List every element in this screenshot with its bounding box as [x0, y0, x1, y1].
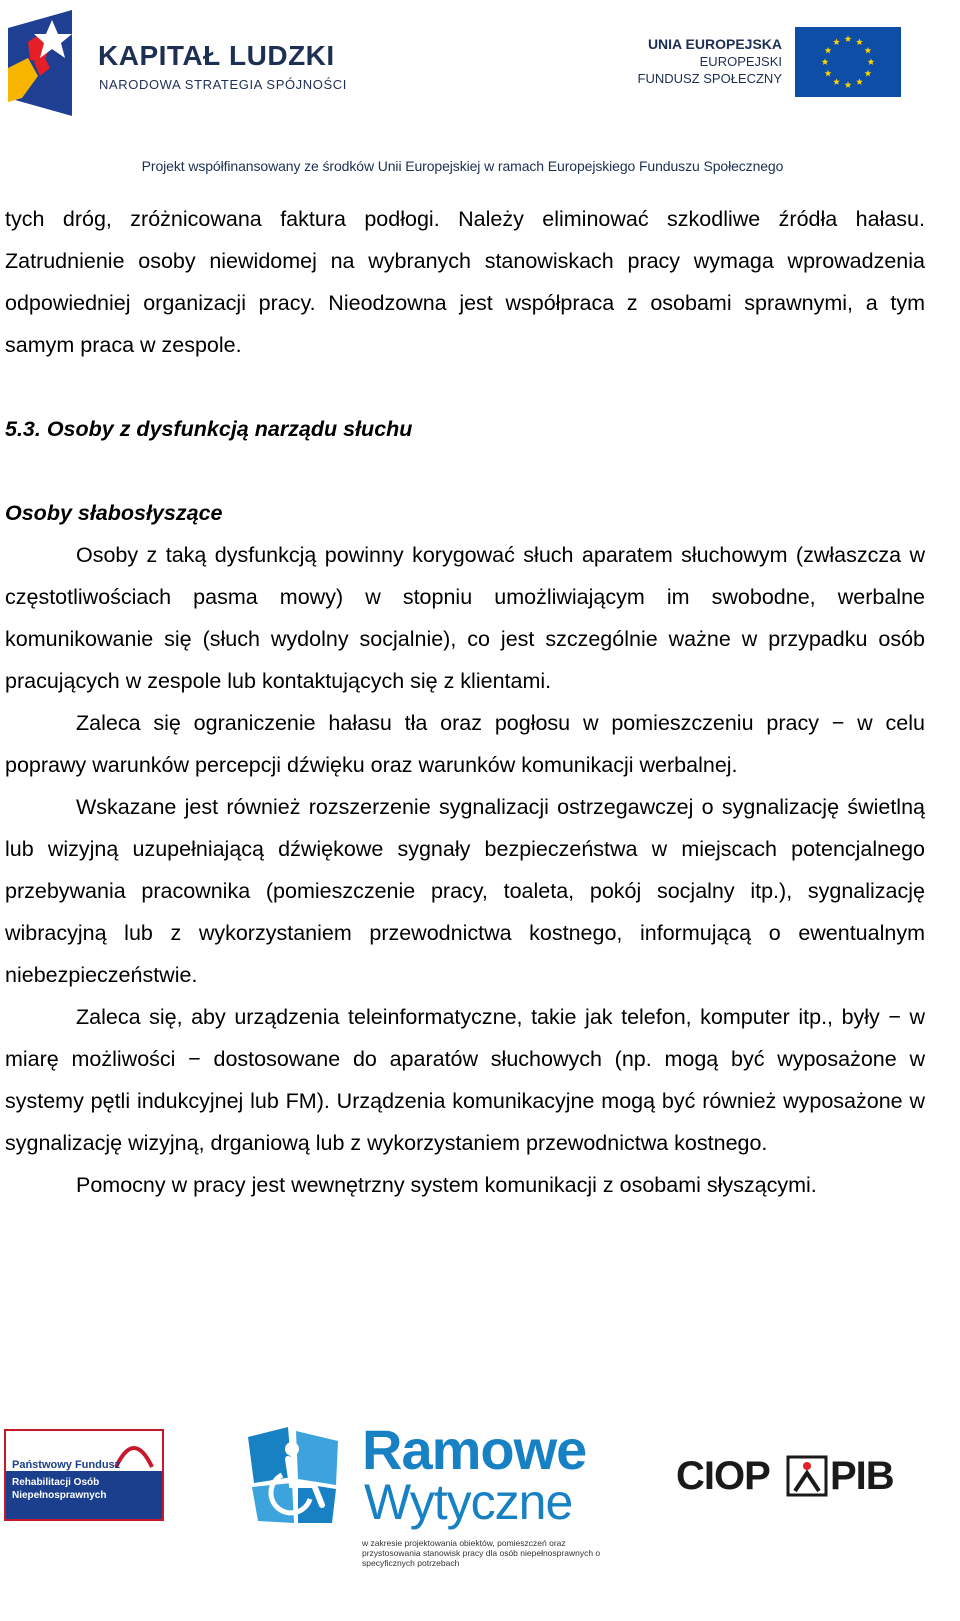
paragraph-devices: Zaleca się, aby urządzenia teleinformatyczne, takie jak telefon, komputer itp., były − w miarę możliwości − dostosowane do aparatów słuchowych (np. mogą być wyposażone w systemy pętli indukcyjnej lub FM). Urządzenia komunikacyjne mogą być również wyposażone w sygnalizację wizyjną, drganiową lub z wykorzystaniem przewodnictwa kostnego. — [5, 1005, 925, 1155]
pfron-line-2-3 — [12, 1476, 106, 1502]
paragraph-noise-reduction: Zaleca się ograniczenie hałasu tła oraz pogłosu w pomieszczeniu pracy − w celu poprawy warunków percepcji dźwięku oraz warunków komunikacji werbalnej. — [5, 711, 925, 777]
ciop-text: CIOP — [676, 1454, 770, 1498]
paragraph-continuation: tych dróg, zróżnicowana faktura podłogi. Należy eliminować szkodliwe źródła hałasu. Zatrudnienie osoby niewidomej na wybranych stanowiskach pracy wymaga wprowadzenia odpowiedniej organizacji pracy. Nieodzowna jest współpraca z osobami sprawnymi, a tym samym praca w zespole. — [5, 207, 925, 357]
ramowe-wytyczne-note: w zakresie projektowania obiektów, pomieszczeń oraz przystosowania stanowisk pracy dla osób niepełnosprawnych o specyficznych potrzebach — [362, 1538, 601, 1568]
pfron-line-2: Rehabilitacji Osób — [12, 1477, 100, 1488]
pib-text: PIB — [830, 1454, 894, 1498]
document-body — [5, 198, 925, 1206]
sub-heading: Osoby słabosłyszące — [5, 501, 223, 525]
pfron-logo — [4, 1429, 164, 1521]
paragraph-hearing-aids: Osoby z taką dysfunkcją powinny korygować słuch aparatem słuchowym (zwłaszcza w częstotliwościach pasma mowy) w stopniu umożliwiającym im swobodne, werbalne komunikowanie się (słuch wydolny socjalnie), co jest szczególnie ważne w przypadku osób pracujących w zespole lub kontaktujących się z klientami. — [5, 543, 925, 693]
eu-line-1: UNIA EUROPEJSKA — [647, 36, 782, 52]
section-heading: 5.3. Osoby z dysfunkcją narządu słuchu — [5, 417, 413, 441]
eu-flag-icon — [795, 27, 901, 97]
pfron-line-3: Niepełnosprawnych — [12, 1490, 107, 1501]
ramowe-title: Ramowe — [362, 1418, 587, 1481]
paragraph-communication-system: Pomocny w pracy jest wewnętrzny system komunikacji z osobami słyszącymi. — [76, 1173, 817, 1197]
eu-line-3: FUNDUSZ SPOŁECZNY — [637, 71, 782, 86]
kapital-ludzki-subtitle: NARODOWA STRATEGIA SPÓJNOŚCI — [99, 77, 347, 92]
eu-line-2: EUROPEJSKI — [699, 54, 782, 69]
wytyczne-title: Wytyczne — [364, 1474, 573, 1530]
eu-fund-text — [628, 36, 782, 87]
ciop-person-icon — [786, 1455, 828, 1497]
kapital-ludzki-title: KAPITAŁ LUDZKI — [98, 40, 335, 71]
ramowe-wytyczne-wheelchair-icon — [248, 1427, 344, 1523]
project-cofinancing-note: Projekt współfinansowany ze środków Unii Europejskiej w ramach Europejskiego Funduszu Społecznego — [141, 158, 784, 174]
pfron-line-1: Państwowy Fundusz — [12, 1459, 121, 1471]
page-footer — [0, 1400, 960, 1621]
page-header — [0, 0, 960, 190]
kapital-ludzki-logo-icon — [4, 6, 72, 116]
paragraph-warning-signals: Wskazane jest również rozszerzenie sygnalizacji ostrzegawczej o sygnalizację świetlną lub wizyjną uzupełniającą dźwiękowe sygnały bezpieczeństwa w miejscach potencjalnego przebywania pracownika (pomieszczenie pracy, toaleta, pokój socjalny itp.), sygnalizację wibracyjną lub z wykorzystaniem przewodnictwa kostnego, informującą o ewentualnym niebezpieczeństwie. — [5, 795, 925, 987]
spacer — [5, 450, 925, 492]
spacer — [5, 366, 925, 408]
ciop-pib-logo — [676, 1451, 926, 1501]
